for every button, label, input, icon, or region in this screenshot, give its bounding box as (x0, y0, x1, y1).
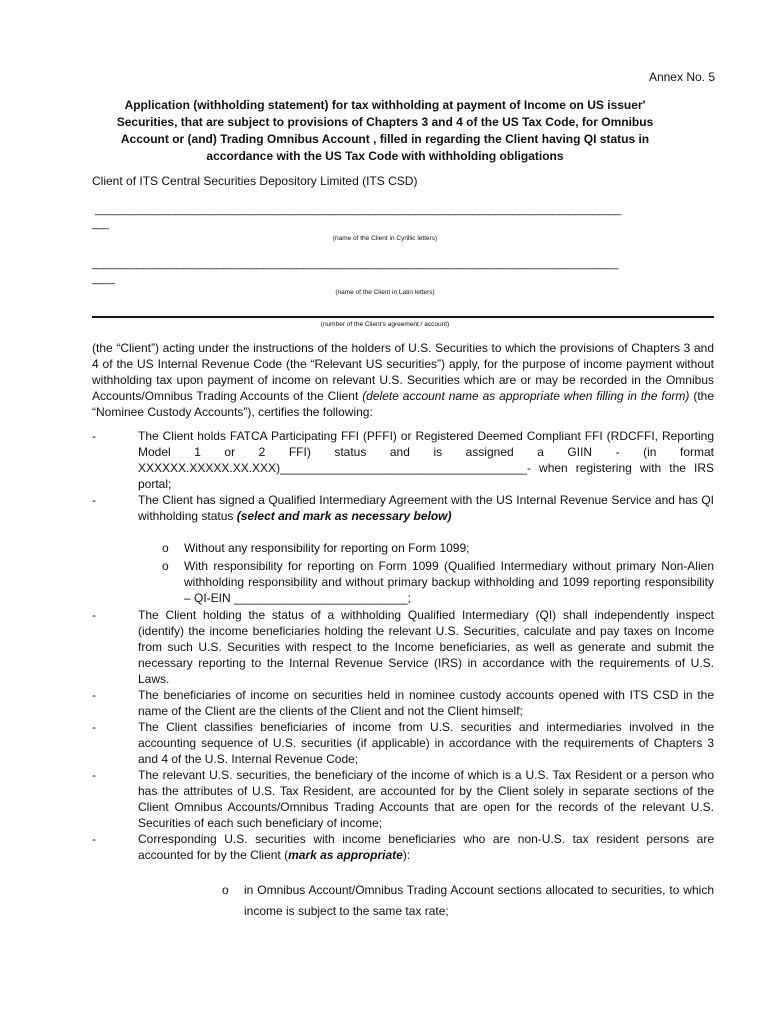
item-text: The beneficiaries of income on securities held in nominee custody accounts opened with ITS CSD in the name of the Client are the clients of the Client and not the Client himself; (138, 688, 714, 718)
list-item (92, 428, 714, 492)
caption-cyrillic: (name of the Client in Cyrillic letters) (332, 235, 438, 242)
checkbox-bullet[interactable]: o (162, 559, 169, 573)
option-with-reporting[interactable] (162, 558, 714, 606)
option-text: in Omnibus Account/Omnibus Trading Account sections allocated to securities, to which income is subject to the same tax rate; (244, 883, 714, 918)
caption-latin: (name of the Client in Latin letters) (335, 289, 435, 296)
list-item (92, 492, 714, 524)
dash-marker: - (92, 608, 96, 622)
dash-marker: - (92, 688, 96, 702)
item-text (138, 831, 714, 863)
option-text: Without any responsibility for reporting on Form 1099; (184, 541, 470, 555)
document-title: Application (withholding statement) for tax withholding at payment of Income on US issuer' Securities, that are subject to provisions of Chapters 3 and 4 of the US Tax Code, for Omnibus Account or (and) Trading Omnibus Account , filled in regarding the Client having QI status in accordance with the US Tax Code with withholding obligations (116, 98, 654, 163)
item-text-main: The Client has signed a Qualified Intermediary Agreement with the US Internal Revenue Service and has QI withholding status (138, 493, 714, 523)
caption-agreement: (number of the Client's agreement / account) (320, 321, 450, 328)
checkbox-bullet[interactable]: o (222, 883, 229, 897)
intro-text: (the “Client”) acting under the instructions of the holders of U.S. Securities to which the provisions of Chapters 3 and 4 of the US Internal Revenue Code (the “Relevant US securities”) apply, for the purpose of income payment without withholding tax upon payment of income on relevant U.S. Securities which are or may be recorded in the Omnibus Accounts/Omnibus Trading Accounts of the Client (92, 341, 714, 403)
item-text: The Client holds FATCA Participating FFI (PFFI) or Registered Deemed Compliant FFI (RDCFFI, Reporting Model 1 or 2 FFI) status and is assigned a GIIN - (in format XXXXXX.XXXXX.XX.XXX)_____________________________________- when registering with the IRS portal; (138, 429, 714, 491)
list-item (92, 719, 714, 767)
client-name-latin-field[interactable]: ____________________________________________________________________________________________ (92, 258, 619, 270)
option-same-tax-rate[interactable] (222, 880, 714, 922)
list-item (92, 687, 714, 719)
item-text (138, 492, 714, 524)
item-text-end: ): (402, 848, 411, 862)
item-text-main: Corresponding U.S. securities with income beneficiaries who are non-U.S. tax resident persons are accounted for by the Client ( (138, 832, 714, 862)
client-name-latin-field-tail: ____ (92, 273, 115, 285)
client-name-cyrillic-field-tail: ___ (92, 218, 110, 230)
dash-marker: - (92, 429, 96, 443)
annex-number: Annex No. 5 (648, 70, 715, 84)
item-instruction: mark as appropriate (288, 848, 403, 862)
option-text: With responsibility for reporting on Form 1099 (Qualified Intermediary without primary Non-Alien withholding responsibility and without primary backup withholding and 1099 reporting responsibility – QI-EIN __________________________; (184, 559, 714, 605)
dash-marker: - (92, 493, 96, 507)
dash-marker: - (92, 768, 96, 782)
dash-marker: - (92, 720, 96, 734)
intro-text-end: (the “Nominee Custody Accounts”), certifies the following: (92, 389, 714, 419)
dash-marker: - (92, 832, 96, 846)
option-without-reporting[interactable] (162, 540, 714, 556)
list-item (92, 607, 714, 687)
item-text: The Client holding the status of a withholding Qualified Intermediary (QI) shall independently inspect (identify) the income beneficiaries holding the relevant U.S. Securities, calculate and pay taxes on Income from such U.S. Securities with respect to the Income beneficiaries, as well as generate and submit the necessary reporting to the Internal Revenue Service (IRS) in accordance with the requirements of U.S. Laws. (138, 608, 714, 686)
agreement-number-field[interactable] (92, 316, 714, 318)
list-item (92, 831, 714, 863)
item-text: The relevant U.S. securities, the beneficiary of the income of which is a U.S. Tax Resident or a person who has the attributes of U.S. Tax Resident, are accounted for by the Client solely in separate sections of the Client Omnibus Accounts/Omnibus Trading Accounts that are open for the records of the relevant U.S. Securities of each such beneficiary of income; (138, 768, 714, 830)
checkbox-bullet[interactable]: o (162, 541, 169, 555)
intro-italic-note: (delete account name as appropriate when filling in the form) (362, 389, 690, 403)
client-name-cyrillic-field[interactable]: ____________________________________________________________________________________________ (95, 204, 622, 216)
list-item (92, 767, 714, 831)
client-line: Client of ITS Central Securities Depository Limited (ITS CSD) (92, 174, 418, 188)
intro-paragraph (92, 340, 714, 420)
item-instruction: (select and mark as necessary below) (236, 509, 452, 523)
item-text: The Client classifies beneficiaries of income from U.S. securities and intermediaries involved in the accounting sequence of U.S. securities (if applicable) in accordance with the requirements of Chapters 3 and 4 of the U.S. Internal Revenue Code; (138, 720, 714, 766)
